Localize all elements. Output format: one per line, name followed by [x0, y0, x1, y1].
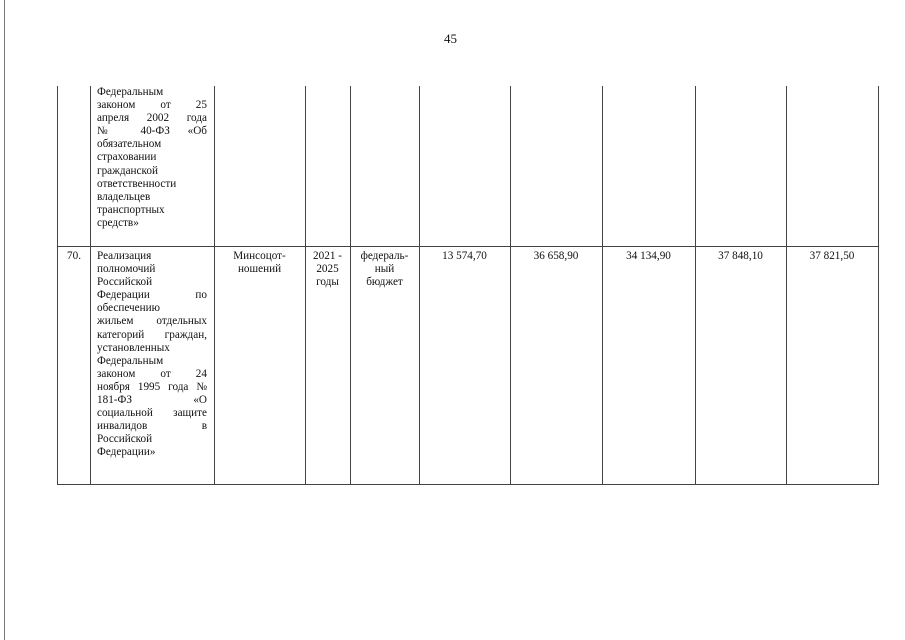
executor-line: Минсоцот-	[233, 250, 286, 262]
name-line: социальной защите	[97, 407, 207, 420]
table-border-bottom	[57, 484, 879, 485]
row-number: 70.	[67, 250, 81, 262]
page-number: 45	[444, 31, 457, 46]
name-line: транспортных	[97, 203, 165, 216]
amount-cell: 13 574,70	[442, 250, 487, 262]
amount-cell: 37 821,50	[809, 250, 855, 262]
name-line: Федеральным	[97, 86, 164, 98]
name-line: гражданской	[97, 164, 158, 177]
name-line: средств»	[97, 216, 139, 229]
name-line: ответственности	[97, 177, 177, 190]
name-line: 181-ФЗ «О	[97, 394, 207, 407]
table-border-left	[57, 86, 58, 485]
scan-edge	[4, 0, 5, 640]
col-divider	[695, 86, 696, 485]
amount-cell: 37 848,10	[718, 250, 763, 262]
period-line: 2025	[316, 263, 339, 276]
name-line: апреля 2002 года	[97, 112, 207, 125]
col-divider	[510, 86, 511, 485]
source-line: федераль-	[360, 250, 409, 262]
name-line: категорий граждан,	[97, 328, 207, 341]
col-divider	[90, 86, 91, 485]
period-line: 2021 -	[313, 250, 342, 262]
name-line: ноября 1995 года №	[97, 380, 207, 393]
period-line: годы	[316, 276, 339, 289]
amount-cell: 34 134,90	[626, 250, 671, 262]
col-divider	[305, 86, 306, 485]
funding-source-cell	[352, 250, 417, 289]
name-line: установленных	[97, 341, 170, 354]
executor-line: ношений	[237, 263, 282, 276]
name-cell-continuation	[97, 86, 207, 230]
col-divider	[602, 86, 603, 485]
name-line: законом от 24	[97, 367, 207, 380]
table-border-right	[878, 86, 879, 485]
name-line: № 40-ФЗ «Об	[97, 125, 207, 138]
name-line: инвалидов в	[97, 420, 207, 433]
name-line: Федерации»	[97, 446, 156, 459]
name-line: Российской	[97, 433, 153, 446]
name-line: Реализация	[97, 250, 152, 262]
name-line: обязательном	[97, 138, 162, 151]
name-line: владельцев	[97, 190, 151, 203]
source-line: бюджет	[366, 276, 403, 289]
col-divider	[214, 86, 215, 485]
source-line: ный	[374, 263, 395, 276]
name-line: законом от 25	[97, 99, 207, 112]
name-cell-row-70	[97, 250, 207, 460]
name-line: Федеральным	[97, 354, 164, 367]
name-line: Российской	[97, 276, 153, 289]
name-line: жильем отдельных	[97, 315, 207, 328]
col-divider	[350, 86, 351, 485]
col-divider	[786, 86, 787, 485]
col-divider	[419, 86, 420, 485]
amount-cell: 36 658,90	[533, 250, 579, 262]
row-separator	[57, 246, 879, 247]
name-line: Федерации по	[97, 289, 207, 302]
name-line: страховании	[97, 151, 157, 164]
period-cell	[307, 250, 348, 289]
name-line: полномочий	[97, 263, 156, 276]
executor-cell	[216, 250, 303, 276]
name-line: обеспечению	[97, 302, 160, 315]
